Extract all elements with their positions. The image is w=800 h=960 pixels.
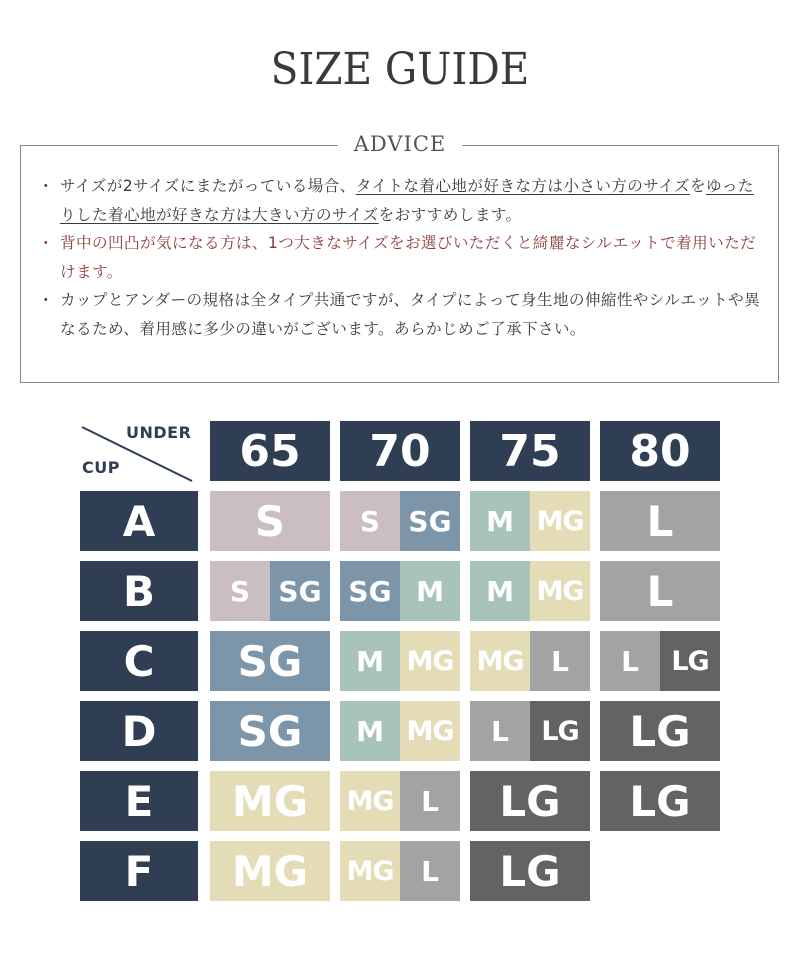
size-cell-half: MG [400, 701, 460, 761]
size-cell-half: M [470, 561, 530, 621]
size-cell-half: S [210, 561, 270, 621]
size-cell-half: M [340, 701, 400, 761]
size-cell: LG [600, 771, 720, 831]
size-cell-half: LG [660, 631, 720, 691]
size-cell-half: LG [530, 701, 590, 761]
advice-text: サイズが2サイズにまたがっている場合、 [60, 177, 356, 195]
cup-header-F: F [80, 841, 198, 901]
cup-header-A: A [80, 491, 198, 551]
size-cell-half: SG [340, 561, 400, 621]
size-cell-half: MG [400, 631, 460, 691]
advice-text: を [690, 177, 707, 195]
cup-header-D: D [80, 701, 198, 761]
size-cell-half: L [470, 701, 530, 761]
cup-header-B: B [80, 561, 198, 621]
size-cell-half: MG [340, 771, 400, 831]
size-cell-half: MG [530, 491, 590, 551]
size-cell-half: SG [270, 561, 330, 621]
size-cell-half: L [400, 771, 460, 831]
advice-item [38, 286, 768, 343]
size-cell: LG [470, 771, 590, 831]
size-cell: SG [210, 701, 330, 761]
advice-text: 背中の凹凸が気になる方は、1つ大きなサイズをお選びいただくと綺麗なシルエットで着用いただけます。 [60, 234, 757, 281]
advice-item [38, 172, 768, 229]
size-cell-half: M [400, 561, 460, 621]
cup-header-C: C [80, 631, 198, 691]
size-cell: MG [210, 841, 330, 901]
size-cell-half: M [340, 631, 400, 691]
size-cell: LG [470, 841, 590, 901]
size-cell: SG [210, 631, 330, 691]
advice-label: ADVICE [338, 132, 462, 156]
advice-underline: タイトな着心地が好きな方は小さい方のサイズ [355, 177, 691, 195]
advice-text: カップとアンダーの規格は全タイプ共通ですが、タイプによって身生地の伸縮性やシルエットや異なるため、着用感に多少の違いがございます。あらかじめご了承下さい。 [60, 291, 761, 338]
cup-header-E: E [80, 771, 198, 831]
size-cell-half: S [340, 491, 400, 551]
size-cell-half: MG [340, 841, 400, 901]
under-label: UNDER [126, 423, 192, 442]
size-cell-half: L [530, 631, 590, 691]
size-cell-half: MG [470, 631, 530, 691]
table-corner-header [80, 421, 198, 483]
advice-list [38, 172, 768, 343]
size-cell-half: L [400, 841, 460, 901]
size-cell-half: MG [530, 561, 590, 621]
cup-label: CUP [82, 458, 120, 477]
size-cell-half: SG [400, 491, 460, 551]
under-header-75: 75 [470, 421, 590, 481]
size-cell: LG [600, 701, 720, 761]
advice-text: をおすすめします。 [378, 205, 522, 224]
advice-item-highlight [38, 229, 768, 286]
size-cell: L [600, 561, 720, 621]
size-cell: S [210, 491, 330, 551]
size-cell: L [600, 491, 720, 551]
under-header-65: 65 [210, 421, 330, 481]
advice-underline: ゆったりした着心地が好きな方は大きい方のサイズ [60, 177, 754, 224]
size-cell-half: M [470, 491, 530, 551]
size-cell: MG [210, 771, 330, 831]
under-header-80: 80 [600, 421, 720, 481]
size-cell-half: L [600, 631, 660, 691]
under-header-70: 70 [340, 421, 460, 481]
page-title: SIZE GUIDE [270, 44, 530, 95]
